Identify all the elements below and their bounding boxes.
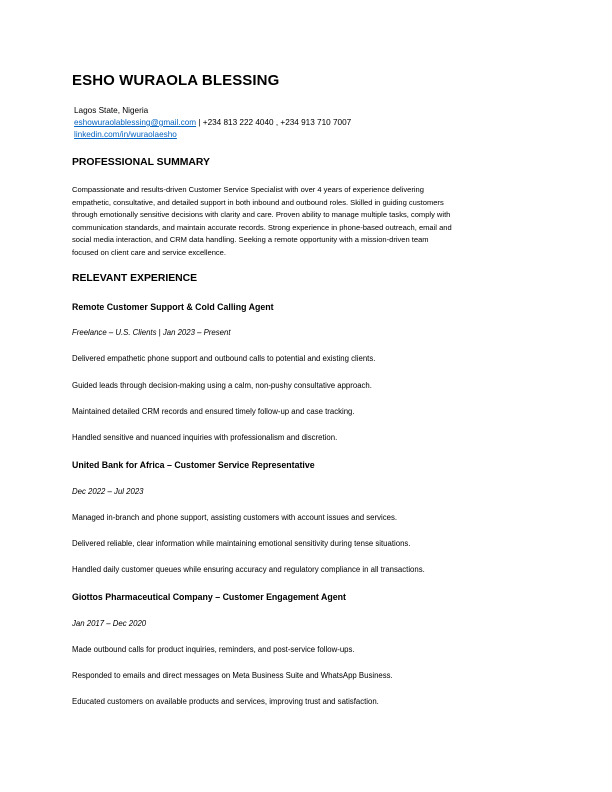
job-bullet: Made outbound calls for product inquiries, reminders, and post-service follow-ups. <box>72 645 355 654</box>
job-bullet: Managed in-branch and phone support, assisting customers with account issues and services. <box>72 513 398 522</box>
summary-line: social media interaction, and CRM data handling. Seeking a remote opportunity with a mission-driven team <box>72 235 429 244</box>
candidate-name: ESHO WURAOLA BLESSING <box>72 72 280 89</box>
contact-location: Lagos State, Nigeria <box>74 106 149 115</box>
job-bullet: Delivered empathetic phone support and outbound calls to potential and existing clients. <box>72 354 376 363</box>
summary-line: empathetic, consultative, and detailed support in both inbound and outbound roles. Skilled in guiding customers <box>72 197 444 207</box>
job-meta: Dec 2022 – Jul 2023 <box>72 487 144 496</box>
summary-line: communication standards, and maintain accurate records. Strong experience in phone-based outreach, email and <box>72 222 452 232</box>
summary-line: Compassionate and results-driven Customer Service Specialist with over 4 years of experience delivering <box>72 185 424 194</box>
contact-linkedin-line <box>74 130 177 140</box>
job-bullet: Maintained detailed CRM records and ensured timely follow-up and case tracking. <box>72 407 355 416</box>
linkedin-link[interactable]: linkedin.com/in/wuraolaesho <box>74 130 177 139</box>
contact-phones: +234 813 222 4040 , +234 913 710 7007 <box>202 118 352 127</box>
email-link[interactable]: eshowuraolablessing@gmail.com <box>74 118 197 127</box>
job-bullet: Handled sensitive and nuanced inquiries with professionalism and discretion. <box>72 433 338 442</box>
job-bullet: Handled daily customer queues while ensuring accuracy and regulatory compliance in all transactions. <box>72 565 425 574</box>
job-title: Remote Customer Support & Cold Calling Agent <box>72 302 274 312</box>
contact-separator: | <box>196 118 203 127</box>
job-bullet: Guided leads through decision-making using a calm, non-pushy consultative approach. <box>72 381 372 390</box>
job-meta: Jan 2017 – Dec 2020 <box>72 619 147 628</box>
summary-line: focused on client care and service excellence. <box>72 247 226 257</box>
job-meta: Freelance – U.S. Clients | Jan 2023 – Present <box>72 328 231 337</box>
job-bullet: Educated customers on available products and services, improving trust and satisfaction. <box>72 697 379 706</box>
summary-line: through emotionally sensitive decisions with clarity and care. Proven ability to manage multiple tasks, comply with <box>72 210 451 219</box>
experience-heading: RELEVANT EXPERIENCE <box>72 273 198 284</box>
job-title: Giottos Pharmaceutical Company – Customer Engagement Agent <box>72 592 346 602</box>
job-bullet: Delivered reliable, clear information while maintaining emotional sensitivity during tense situations. <box>72 539 411 548</box>
summary-heading: PROFESSIONAL SUMMARY <box>72 157 210 168</box>
contact-email-phone-line <box>74 118 351 128</box>
job-title: United Bank for Africa – Customer Service Representative <box>72 460 315 470</box>
job-bullet: Responded to emails and direct messages on Meta Business Suite and WhatsApp Business. <box>72 671 393 680</box>
summary-paragraph <box>72 184 542 259</box>
